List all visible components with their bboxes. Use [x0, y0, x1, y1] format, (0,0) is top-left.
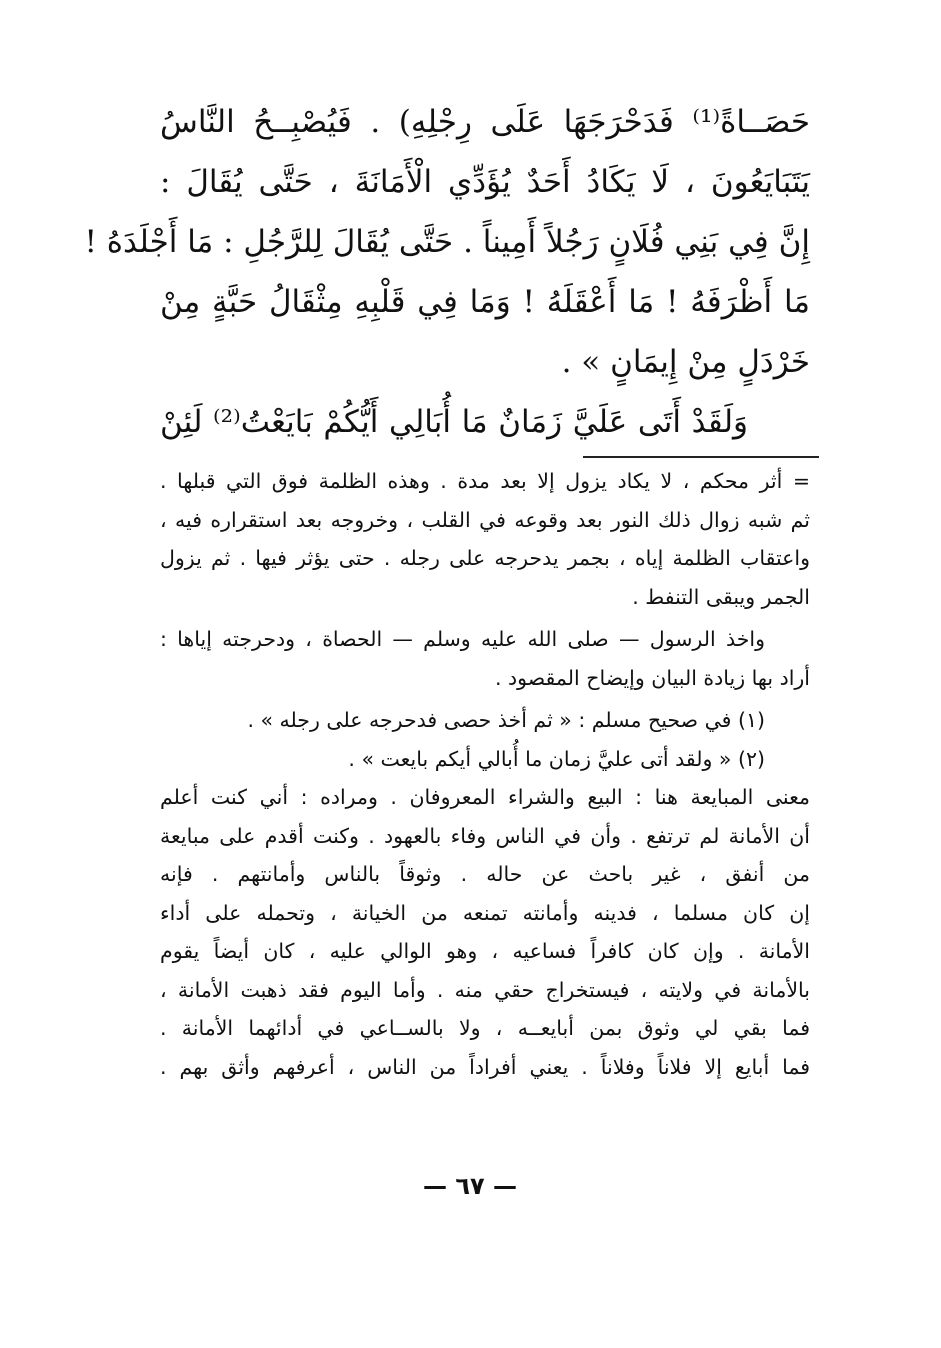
footnote-line: واخذ الرسول — صلى الله عليه وسلم — الحصاة ، ودحرجته إياها :	[160, 627, 765, 651]
footnote-line: الجمر ويبقى التنفط .	[632, 584, 810, 609]
footnote-line: واعتقاب الظلمة إياه ، بجمر يدحرجه على رجله . حتى يؤثر فيها . ثم يزول	[160, 546, 810, 570]
hadith-line: يَتَبَايَعُونَ ، لَا يَكَادُ أَحَدٌ يُؤَدِّي الْأَمَانَةَ ، حَتَّى يُقَالَ :	[160, 164, 810, 200]
footnote-line: أن الأمانة لم ترتفع . وأن في الناس وفاء بالعهود . وكنت أقدم على مبايعة	[160, 823, 810, 848]
footnote-line: أراد بها زيادة البيان وإيضاح المقصود .	[495, 665, 810, 690]
footnote-line: إن كان مسلما ، فدينه وأمانته تمنعه من الخيانة ، وتحمله على أداء	[160, 900, 810, 925]
footnote-line: من أنفق ، غير باحث عن حاله . وثوقاً بالناس وأمانتهم . فإنه	[160, 862, 810, 886]
hadith-line: حَصَــاةً⁽¹⁾ فَدَحْرَجَهَا عَلَى رِجْلِهِ) . فَيُصْبِــحُ النَّاسُ	[160, 104, 810, 140]
footnote-line: فما بقي لي وثوق بمن أبايعــه ، ولا بالســاعي في أدائهما الأمانة .	[160, 1016, 810, 1040]
footnote-line: = أثر محكم ، لا يكاد يزول إلا بعد مدة . وهذه الظلمة فوق التي قبلها .	[160, 469, 810, 493]
footnotes	[160, 462, 810, 1086]
hadith-text	[84, 92, 810, 452]
footnote-line: بالأمانة في ولايته ، فيستخراج حقي منه . وأما اليوم فقد ذهبت الأمانة ،	[160, 977, 810, 1002]
footnote-separator	[583, 456, 819, 458]
footnote-line: الأمانة . وإن كان كافراً فساعيه ، وهو الوالي عليه ، كان أيضاً يقوم	[160, 939, 810, 963]
hadith-line: إِنَّ فِي بَنِي فُلَانٍ رَجُلاً أَمِيناً . حَتَّى يُقَالَ لِلرَّجُلِ : مَا أَجْلَدَهُ !	[84, 224, 810, 260]
footnote-line: فما أبايع إلا فلاناً وفلاناً . يعني أفراداً من الناس ، أعرفهم وأثق بهم .	[160, 1054, 810, 1079]
footnote-line: معنى المبايعة هنا : البيع والشراء المعروفان . ومراده : أني كنت أعلم	[160, 785, 810, 809]
footnote-1: (١) في صحيح مسلم : « ثم أخذ حصى فدحرجه على رجله » .	[247, 708, 765, 732]
hadith-line: خَرْدَلٍ مِنْ إِيمَانٍ » .	[561, 344, 810, 380]
hadith-line: مَا أَظْرَفَهُ ! مَا أَعْقَلَهُ ! وَمَا فِي قَلْبِهِ مِثْقَالُ حَبَّةٍ مِنْ	[160, 284, 810, 320]
footnote-line: ثم شبه زوال ذلك النور بعد وقوعه في القلب ، وخروجه بعد استقراره فيه ،	[160, 507, 810, 532]
page-number: — ٦٧ —	[422, 1172, 517, 1200]
footnote-2: (٢) « ولقد أتى عليَّ زمان ما أُبالي أيكم بايعت » .	[348, 746, 765, 771]
hadith-line: وَلَقَدْ أَتَى عَلَيَّ زَمَانٌ مَا أُبَالِي أَيُّكُمْ بَايَعْتُ⁽²⁾ لَئِنْ	[160, 404, 748, 440]
